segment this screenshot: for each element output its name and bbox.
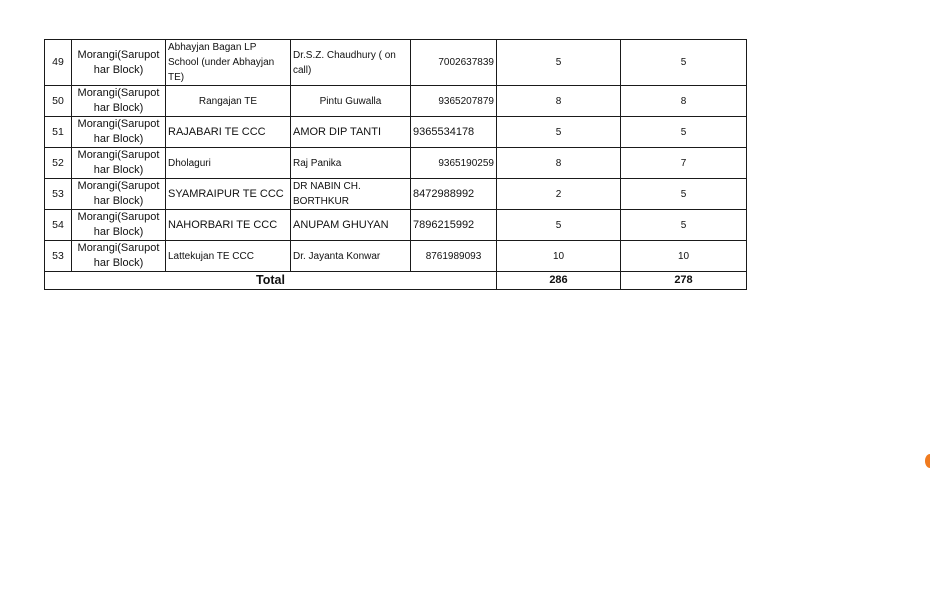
phone-cell: 9365207879 <box>411 86 497 117</box>
table-row <box>45 148 747 179</box>
block-cell: Morangi(Sarupot har Block) <box>72 148 166 179</box>
count-cell-1: 8 <box>497 148 621 179</box>
phone-cell: 8761989093 <box>411 241 497 272</box>
serial-number-cell: 52 <box>45 148 72 179</box>
block-cell: Morangi(Sarupot har Block) <box>72 117 166 148</box>
block-cell: Morangi(Sarupot har Block) <box>72 86 166 117</box>
doctor-name-cell: Pintu Guwalla <box>291 86 411 117</box>
centre-name-cell: Lattekujan TE CCC <box>166 241 291 272</box>
count-cell-2: 5 <box>621 117 747 148</box>
count-cell-1: 8 <box>497 86 621 117</box>
total-value-2: 278 <box>621 272 747 290</box>
serial-number-cell: 51 <box>45 117 72 148</box>
count-cell-2: 5 <box>621 210 747 241</box>
doctor-name-cell: Dr. Jayanta Konwar <box>291 241 411 272</box>
centre-name-cell: Rangajan TE <box>166 86 291 117</box>
centre-name-cell: Dholaguri <box>166 148 291 179</box>
table-row <box>45 241 747 272</box>
phone-cell: 9365534178 <box>411 117 497 148</box>
serial-number-cell: 49 <box>45 40 72 86</box>
count-cell-1: 2 <box>497 179 621 210</box>
block-cell: Morangi(Sarupot har Block) <box>72 179 166 210</box>
serial-number-cell: 50 <box>45 86 72 117</box>
block-cell: Morangi(Sarupot har Block) <box>72 241 166 272</box>
phone-cell: 9365190259 <box>411 148 497 179</box>
orange-dot-icon <box>925 454 930 468</box>
count-cell-2: 7 <box>621 148 747 179</box>
phone-cell: 7002637839 <box>411 40 497 86</box>
count-cell-2: 5 <box>621 179 747 210</box>
count-cell-1: 5 <box>497 117 621 148</box>
count-cell-2: 8 <box>621 86 747 117</box>
table-row <box>45 40 747 86</box>
table-row <box>45 86 747 117</box>
doctor-name-cell: ANUPAM GHUYAN <box>291 210 411 241</box>
table-row <box>45 179 747 210</box>
phone-cell: 7896215992 <box>411 210 497 241</box>
serial-number-cell: 54 <box>45 210 72 241</box>
table-row <box>45 117 747 148</box>
centre-name-cell: SYAMRAIPUR TE CCC <box>166 179 291 210</box>
phone-cell: 8472988992 <box>411 179 497 210</box>
ccc-table <box>44 39 747 290</box>
centre-name-cell: NAHORBARI TE CCC <box>166 210 291 241</box>
serial-number-cell: 53 <box>45 179 72 210</box>
count-cell-1: 5 <box>497 40 621 86</box>
total-value-1: 286 <box>497 272 621 290</box>
count-cell-2: 10 <box>621 241 747 272</box>
count-cell-1: 10 <box>497 241 621 272</box>
doctor-name-cell: Raj Panika <box>291 148 411 179</box>
block-cell: Morangi(Sarupot har Block) <box>72 40 166 86</box>
block-cell: Morangi(Sarupot har Block) <box>72 210 166 241</box>
count-cell-1: 5 <box>497 210 621 241</box>
doctor-name-cell: Dr.S.Z. Chaudhury ( on call) <box>291 40 411 86</box>
table-row <box>45 210 747 241</box>
count-cell-2: 5 <box>621 40 747 86</box>
doctor-name-cell: DR NABIN CH. BORTHKUR <box>291 179 411 210</box>
centre-name-cell: RAJABARI TE CCC <box>166 117 291 148</box>
total-label: Total <box>45 272 497 290</box>
doctor-name-cell: AMOR DIP TANTI <box>291 117 411 148</box>
centre-name-cell: Abhayjan Bagan LP School (under Abhayjan TE) <box>166 40 291 86</box>
serial-number-cell: 53 <box>45 241 72 272</box>
total-row <box>45 272 747 290</box>
